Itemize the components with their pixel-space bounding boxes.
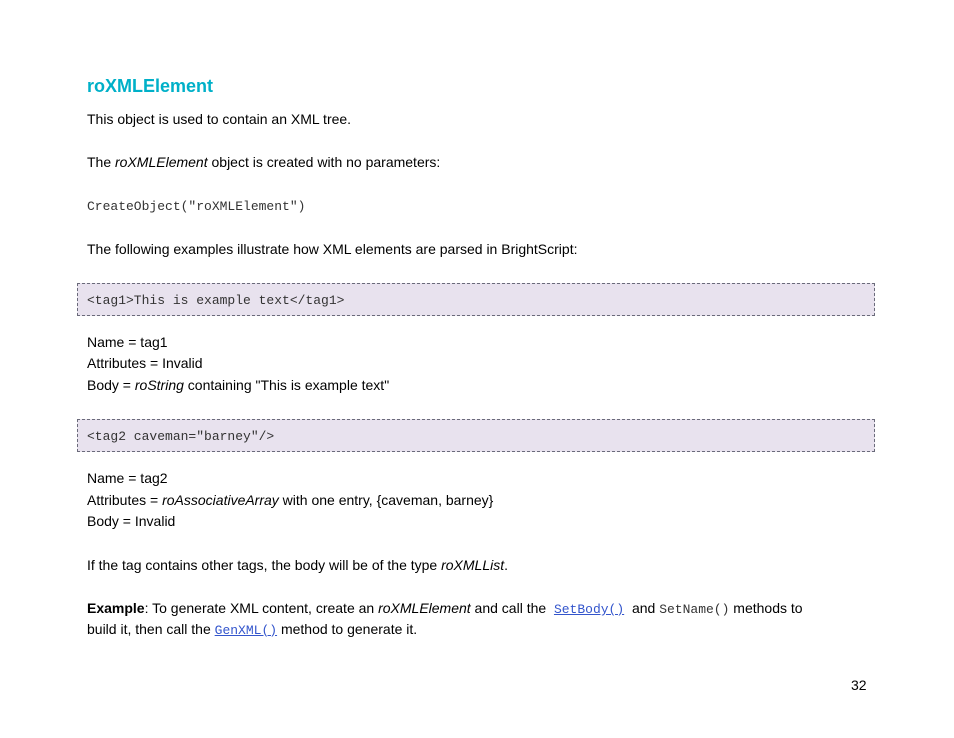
example1-code: <tag1>This is example text</tag1>: [87, 293, 345, 308]
example2-attributes: [87, 492, 493, 509]
code-box-example2: [77, 419, 875, 452]
nested-prefix: If the tag contains other tags, the body will be of the type: [87, 557, 442, 573]
setbody-link[interactable]: SetBody(): [553, 602, 625, 617]
nested-suffix: .: [504, 557, 509, 573]
creation-object-name: roXMLElement: [115, 154, 208, 170]
example-text3: and: [628, 600, 660, 616]
example-note-line2: [87, 621, 417, 639]
creation-paragraph: [87, 154, 440, 171]
example-label: Example: [87, 600, 145, 616]
create-object-code: [87, 197, 305, 215]
intro-paragraph: [87, 111, 351, 128]
example2-attributes-prefix: Attributes =: [87, 492, 163, 508]
setname-method: SetName(): [659, 602, 730, 617]
example1-body-suffix: containing "This is example text": [183, 377, 390, 393]
creation-suffix: object is created with no parameters:: [207, 154, 441, 170]
example-text4: methods to: [729, 600, 803, 616]
example-note-line1: [87, 600, 803, 618]
creation-prefix: The: [87, 154, 116, 170]
example-text2: and call the: [470, 600, 551, 616]
code-box-example1: [77, 283, 875, 316]
example1-body-prefix: Body =: [87, 377, 135, 393]
example2-attributes-suffix: with one entry, {caveman, barney}: [278, 492, 494, 508]
example1-attributes: Attributes = Invalid: [87, 355, 203, 371]
nested-paragraph: [87, 557, 508, 574]
page-number: 32: [851, 677, 867, 693]
example2-body: Body = Invalid: [87, 513, 176, 529]
example2-name: Name = tag2: [87, 470, 168, 486]
genxml-link[interactable]: GenXML(): [214, 623, 278, 638]
nested-type: roXMLList: [441, 557, 505, 573]
example1-body: [87, 377, 389, 394]
example1-name: Name = tag1: [87, 334, 168, 350]
example-text1: : To generate XML content, create an: [144, 600, 379, 616]
examples-intro-paragraph: [87, 241, 578, 258]
section-heading: roXMLElement: [87, 76, 214, 96]
example1-body-type: roString: [134, 377, 184, 393]
intro-text: This object is used to contain an XML tree.: [87, 111, 352, 127]
examples-intro-text: The following examples illustrate how XML elements are parsed in BrightScript:: [87, 241, 578, 257]
example-object-name: roXMLElement: [378, 600, 471, 616]
example2-attributes-type: roAssociativeArray: [162, 492, 279, 508]
example-text6: method to generate it.: [277, 621, 418, 637]
create-code-text: CreateObject("roXMLElement"): [87, 199, 306, 214]
example-text5: build it, then call the: [87, 621, 215, 637]
example2-code: <tag2 caveman="barney"/>: [87, 429, 275, 444]
